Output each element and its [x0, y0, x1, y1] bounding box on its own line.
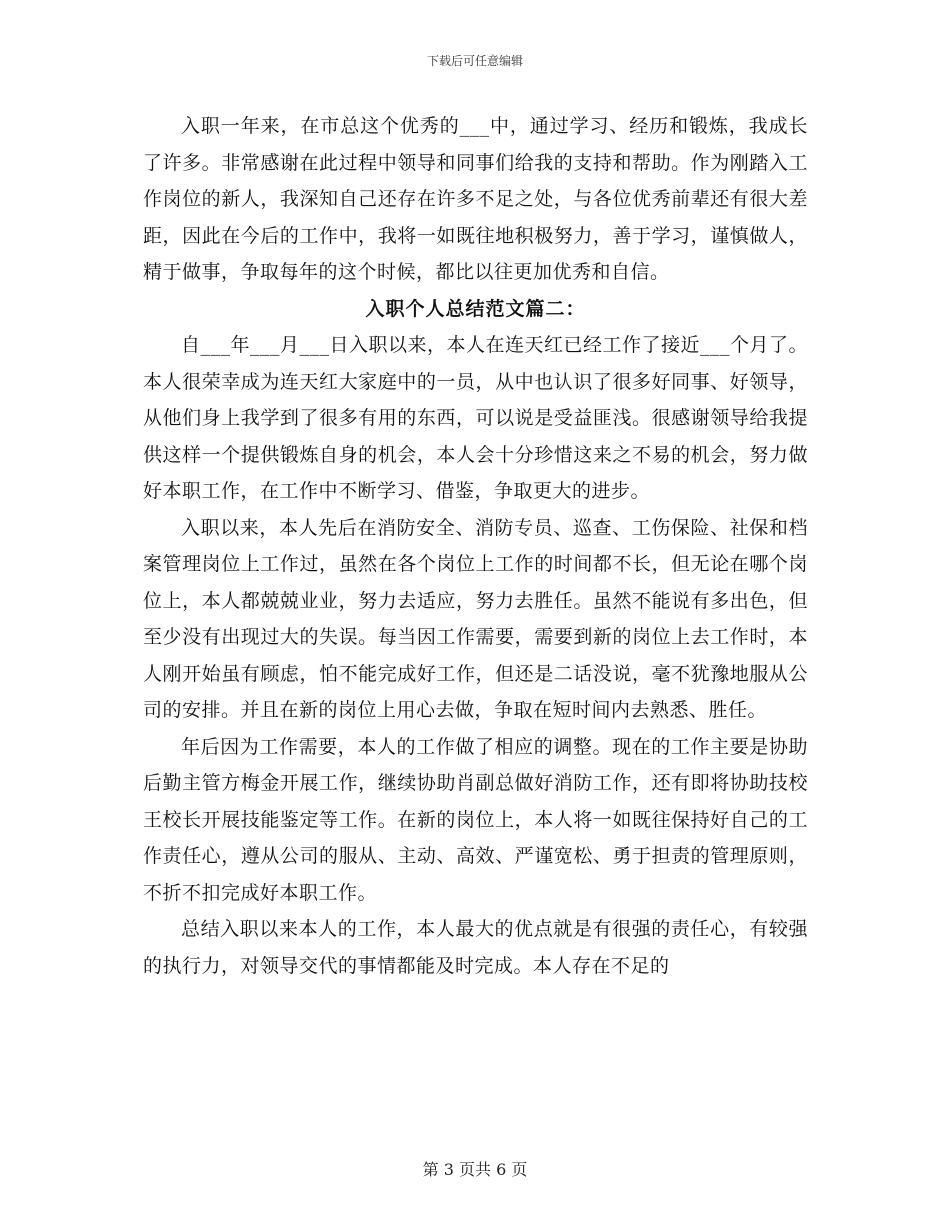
page-footer: 第 3 页共 6 页 — [422, 1160, 528, 1179]
body-paragraph-2: 入职以来，本人先后在消防安全、消防专员、巡查、工伤保险、社保和档案管理岗位上工作过，虽然在各个岗位上工作的时间都不长，但无论在哪个岗位上，本人都兢兢业业，努力去适应，努力去胜任。虽然不能说有多出色，但至少没有出现过大的失误。每当因工作需要，需要到新的岗位上去工作时，本人刚开始虽有顾虑，怕不能完成好工作，但还是二话没说，毫不犹豫地服从公司的安排。并且在新的岗位上用心去做，争取在短时间内去熟悉、胜任。 — [143, 516, 808, 721]
body-paragraph-4: 总结入职以来本人的工作，本人最大的优点就是有很强的责任心，有较强的执行力，对领导交代的事情都能及时完成。本人存在不足的 — [143, 918, 808, 977]
section-title: 入职个人总结范文篇二： — [365, 297, 586, 320]
document-body — [143, 108, 808, 984]
intro-paragraph: 入职一年来，在市总这个优秀的___中，通过学习、经历和锻炼，我成长了许多。非常感谢在此过程中领导和同事们给我的支持和帮助。作为刚踏入工作岗位的新人，我深知自己还存在许多不足之处，与各位优秀前辈还有很大差距，因此在今后的工作中，我将一如既往地积极努力，善于学习，谨慎做人，精于做事，争取每年的这个时候，都比以往更加优秀和自信。 — [143, 115, 808, 283]
page-header: 下载后可任意编辑 — [426, 54, 523, 68]
body-paragraph-3: 年后因为工作需要，本人的工作做了相应的调整。现在的工作主要是协助后勤主管方梅金开展工作，继续协助肖副总做好消防工作，还有即将协助技校王校长开展技能鉴定等工作。在新的岗位上，本人将一如既往保持好自己的工作责任心，遵从公司的服从、主动、高效、严谨宽松、勇于担责的管理原则，不折不扣完成好本职工作。 — [143, 735, 808, 904]
body-paragraph-1: 自___年___月___日入职以来，本人在连天红已经工作了接近___个月了。本人很荣幸成为连天红大家庭中的一员，从中也认识了很多好同事、好领导，从他们身上我学到了很多有用的东西，可以说是受益匪浅。很感谢领导给我提供这样一个提供锻炼自身的机会，本人会十分珍惜这来之不易的机会，努力做好本职工作，在工作中不断学习、借鉴，争取更大的进步。 — [143, 334, 809, 502]
